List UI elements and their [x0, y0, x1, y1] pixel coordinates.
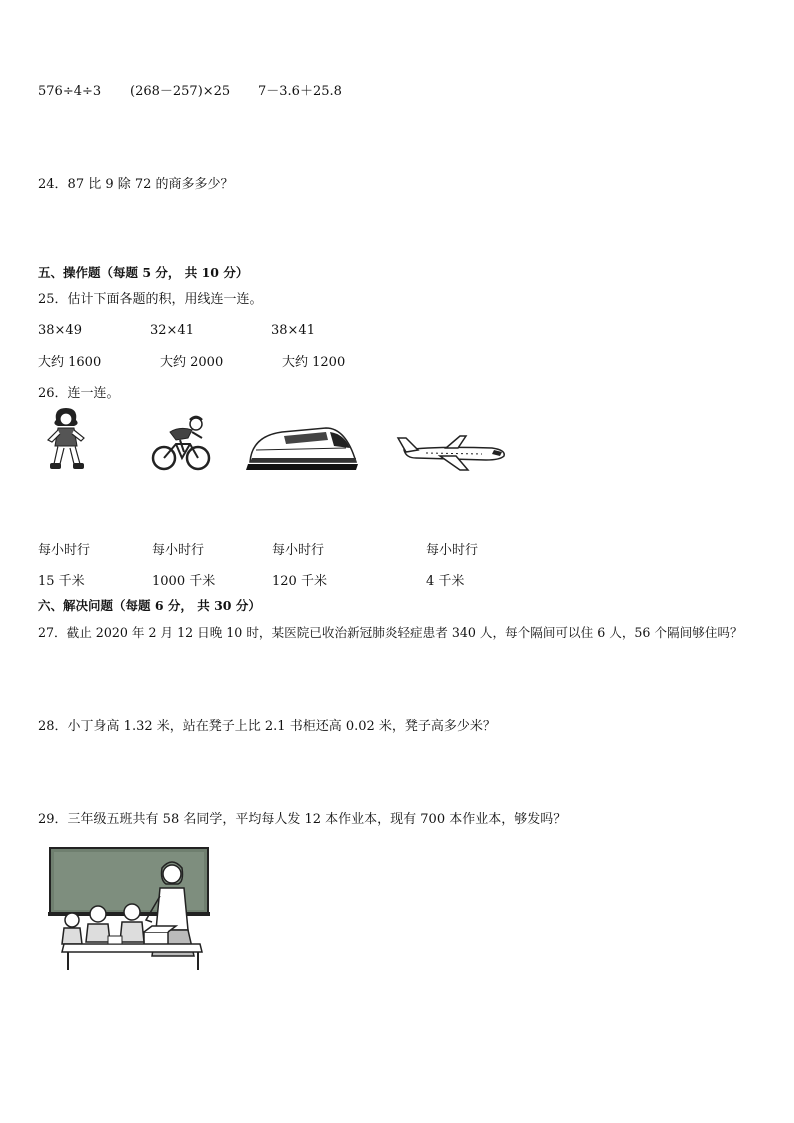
high-speed-train-icon: [246, 424, 360, 474]
speed-label-2: 每小时行: [152, 543, 205, 558]
q25-estimate-1: 大约 1600: [38, 355, 102, 370]
section-6-heading: 六、解决问题（每题 6 分， 共 30 分）: [38, 598, 261, 613]
question-25: 25．估计下面各题的积，用线连一连。: [38, 292, 263, 307]
calc-expr-1: 576÷4÷3: [38, 84, 102, 99]
speed-label-4: 每小时行: [426, 543, 479, 558]
question-26: 26．连一连。: [38, 386, 120, 401]
speed-label-1: 每小时行: [38, 543, 91, 558]
calc-expr-2: (268－257)×25: [130, 84, 231, 99]
question-24: 24．87 比 9 除 72 的商多多少？: [38, 177, 234, 192]
airplane-icon: [396, 432, 508, 472]
speed-value-3: 120 千米: [272, 574, 327, 589]
speed-label-3: 每小时行: [272, 543, 325, 558]
walking-girl-icon: [44, 406, 90, 472]
q25-estimate-3: 大约 1200: [282, 355, 346, 370]
q25-estimate-2: 大约 2000: [160, 355, 224, 370]
question-29: 29．三年级五班共有 58 名同学，平均每人发 12 本作业本，现有 700 本作业本，够发吗？: [38, 812, 567, 827]
q25-expr-3: 38×41: [271, 323, 315, 338]
section-5-heading: 五、操作题（每题 5 分， 共 10 分）: [38, 265, 249, 280]
cyclist-icon: [150, 412, 212, 474]
classroom-illustration: [48, 846, 210, 972]
question-28: 28．小丁身高 1.32 米，站在凳子上比 2.1 书柜还高 0.02 米，凳子高多少米？: [38, 719, 496, 734]
speed-value-2: 1000 千米: [152, 574, 216, 589]
speed-value-1: 15 千米: [38, 574, 85, 589]
q25-expr-1: 38×49: [38, 323, 82, 338]
calc-expr-3: 7－3.6＋25.8: [258, 84, 342, 99]
speed-value-4: 4 千米: [426, 574, 465, 589]
q25-expr-2: 32×41: [150, 323, 194, 338]
question-27: 27．截止 2020 年 2 月 12 日晚 10 时，某医院已收治新冠肺炎轻症患者 340 人，每个隔间可以住 6 人，56 个隔间够住吗？: [38, 625, 743, 640]
